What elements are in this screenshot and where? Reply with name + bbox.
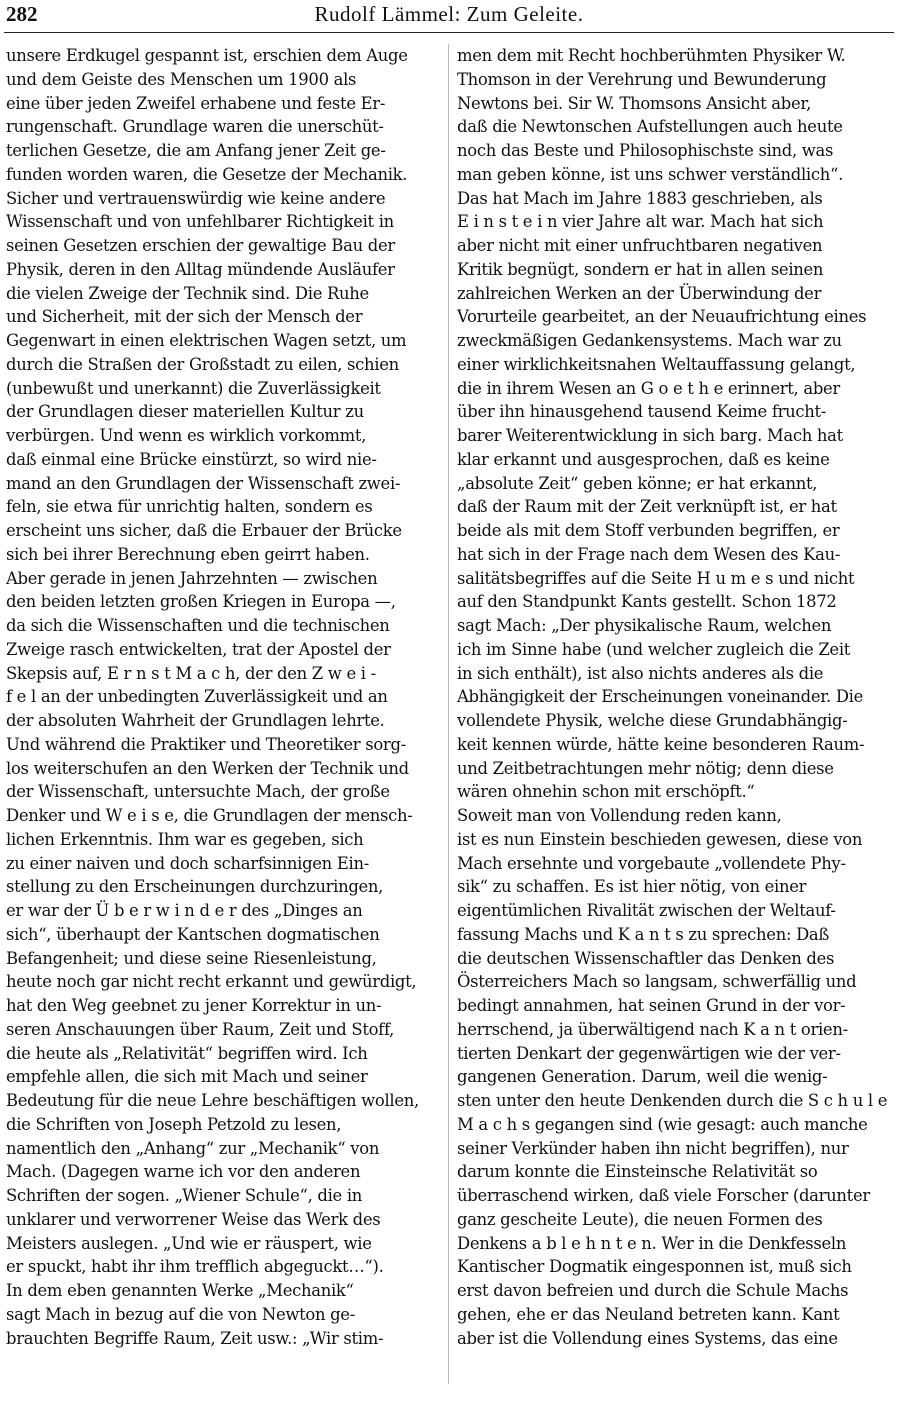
text-line: Physik, deren in den Alltag mündende Ausläufer bbox=[6, 259, 395, 279]
text-line: überraschend wirken, daß viele Forscher (darunter bbox=[457, 1186, 870, 1205]
text-line: sten unter den heute Denkenden durch die S c h u l e bbox=[457, 1091, 888, 1110]
text-line: in sich enthält), ist also nichts anderes als die bbox=[457, 663, 824, 683]
text-line: bedingt annahmen, hat seinen Grund in der vor- bbox=[457, 996, 846, 1015]
text-line: Aber gerade in jenen Jahrzehnten — zwischen bbox=[6, 568, 378, 588]
text-line: feln, sie etwa für unrichtig halten, sondern es bbox=[6, 497, 373, 517]
text-line: keit kennen würde, hätte keine besonderen Raum- bbox=[457, 734, 865, 754]
text-line: „absolute Zeit“ geben könne; er hat erkannt, bbox=[457, 473, 818, 493]
text-line: Kritik begnügt, sondern er hat in allen seinen bbox=[457, 259, 824, 279]
text-line: Zweige rasch entwickelten, trat der Apostel der bbox=[6, 639, 391, 659]
text-line: erst davon befreien und durch die Schule Machs bbox=[457, 1281, 849, 1300]
text-line: da sich die Wissenschaften und die technischen bbox=[6, 616, 390, 635]
text-line: E i n s t e i n vier Jahre alt war. Mach hat sich bbox=[457, 212, 824, 232]
text-line: barer Weiterentwicklung in sich barg. Mach hat bbox=[457, 426, 843, 445]
text-line: die in ihrem Wesen an G o e t h e erinnert, aber bbox=[457, 378, 840, 398]
header-rule bbox=[4, 32, 894, 33]
text-line: und Zeitbetrachtungen mehr nötig; denn diese bbox=[457, 758, 834, 778]
text-line: seinen Gesetzen erschien der gewaltige Bau der bbox=[6, 236, 395, 255]
text-line: Kantischer Dogmatik eingesponnen ist, muß sich bbox=[457, 1257, 852, 1277]
text-line: stellung zu den Erscheinungen durchzuringen, bbox=[6, 877, 384, 897]
text-line: er war der Ü b e r w i n d e r des „Dinges an bbox=[6, 901, 363, 920]
text-line: Mach ersehnte und vorgebaute „vollendete Phy- bbox=[457, 853, 846, 873]
text-line: der Grundlagen dieser materiellen Kultur zu bbox=[6, 402, 364, 422]
text-line: hat den Weg geebnet zu jener Korrektur in un- bbox=[6, 996, 382, 1015]
right-text-column bbox=[457, 44, 893, 1350]
text-line: lichen Erkenntnis. Ihm war es gegeben, sich bbox=[6, 829, 364, 849]
text-line: die deutschen Wissenschaftler das Denken des bbox=[457, 948, 835, 968]
text-line: zu einer naiven und doch scharfsinnigen Ein- bbox=[6, 853, 369, 873]
text-line: (unbewußt und unerkannt) die Zuverlässigkeit bbox=[6, 378, 381, 398]
text-line: rungenschaft. Grundlage waren die unerschüt- bbox=[6, 117, 384, 137]
text-line: Meisters auslegen. „Und wie er räuspert, wie bbox=[6, 1233, 372, 1253]
text-line: seiner Verkünder haben ihn nicht begriffen), nur bbox=[457, 1138, 849, 1158]
text-line: Vorurteile gearbeitet, an der Neuaufrichtung eines bbox=[457, 307, 867, 327]
text-line: sik“ zu schaffen. Es ist hier nötig, von einer bbox=[457, 877, 807, 897]
text-line: der Wissenschaft, untersuchte Mach, der große bbox=[6, 782, 390, 802]
text-line: Und während die Praktiker und Theoretiker sorg- bbox=[6, 734, 406, 754]
text-line: ich im Sinne habe (und welcher zugleich die Zeit bbox=[457, 639, 851, 659]
text-line: funden worden waren, die Gesetze der Mechanik. bbox=[6, 164, 408, 184]
text-line: und dem Geiste des Menschen um 1900 als bbox=[6, 69, 357, 89]
text-line: klar erkannt und ausgesprochen, daß es keine bbox=[457, 449, 830, 469]
text-line: Newtons bei. Sir W. Thomsons Ansicht aber, bbox=[457, 93, 812, 113]
text-line: darum konnte die Einsteinsche Relativität so bbox=[457, 1162, 818, 1182]
text-line: die heute als „Relativität“ begriffen wird. Ich bbox=[6, 1043, 368, 1063]
text-line: Österreichers Mach so langsam, schwerfällig und bbox=[457, 972, 857, 992]
text-line: hat sich in der Frage nach dem Wesen des Kau- bbox=[457, 544, 841, 564]
text-line: salitätsbegriffes auf die Seite H u m e s und nicht bbox=[457, 568, 855, 588]
text-line: Wissenschaft und von unfehlbarer Richtigkeit in bbox=[6, 212, 394, 232]
text-line: Thomson in der Verehrung und Bewunderung bbox=[457, 69, 827, 89]
text-line: der absoluten Wahrheit der Grundlagen lehrte. bbox=[6, 711, 385, 730]
text-line: f e l an der unbedingten Zuverlässigkeit und an bbox=[6, 687, 388, 707]
text-line: Denker und W e i s e, die Grundlagen der mensch- bbox=[6, 806, 413, 825]
text-line: tierten Denkart der gegenwärtigen wie der ver- bbox=[457, 1043, 841, 1063]
text-line: Schriften der sogen. „Wiener Schule“, die in bbox=[6, 1186, 363, 1205]
text-line: unklarer und verworrener Weise das Werk des bbox=[6, 1209, 381, 1229]
text-line: daß die Newtonschen Aufstellungen auch heute bbox=[457, 117, 843, 137]
text-line: mand an den Grundlagen der Wissenschaft zwei- bbox=[6, 473, 401, 493]
text-line: sagt Mach: „Der physikalische Raum, welchen bbox=[457, 616, 832, 635]
text-line: Befangenheit; und diese seine Riesenleistung, bbox=[6, 948, 377, 968]
text-line: herrschend, ja überwältigend nach K a n t orien- bbox=[457, 1019, 848, 1039]
text-line: eine über jeden Zweifel erhabene und feste Er- bbox=[6, 93, 386, 113]
text-line: aber ist die Vollendung eines Systems, das eine bbox=[457, 1328, 838, 1348]
text-line: Gegenwart in einen elektrischen Wagen setzt, um bbox=[6, 331, 407, 350]
text-line: Mach. (Dagegen warne ich vor den anderen bbox=[6, 1162, 361, 1182]
text-line: Sicher und vertrauenswürdig wie keine andere bbox=[6, 188, 386, 208]
text-line: noch das Beste und Philosophischste sind, was bbox=[457, 141, 834, 160]
text-line: seren Anschauungen über Raum, Zeit und Stoff, bbox=[6, 1019, 395, 1039]
text-line: daß einmal eine Brücke einstürzt, so wird nie- bbox=[6, 449, 377, 469]
text-line: die Schriften von Joseph Petzold zu lesen, bbox=[6, 1114, 342, 1134]
text-line: verbürgen. Und wenn es wirklich vorkommt, bbox=[6, 426, 367, 445]
text-line: die vielen Zweige der Technik sind. Die Ruhe bbox=[6, 283, 369, 303]
text-line: eigentümlichen Rivalität zwischen der Weltauf- bbox=[457, 901, 836, 920]
text-line: heute noch gar nicht recht erkannt und gewürdigt, bbox=[6, 972, 417, 992]
text-line: brauchten Begriffe Raum, Zeit usw.: „Wir stim- bbox=[6, 1328, 384, 1348]
text-line: M a c h s gegangen sind (wie gesagt: auch manche bbox=[457, 1114, 868, 1134]
text-line: Soweit man von Vollendung reden kann, bbox=[457, 806, 782, 825]
text-line: Skepsis auf, E r n s t M a c h, der den Z w e i - bbox=[6, 663, 376, 683]
text-line: Denkens a b l e h n t e n. Wer in die Denkfesseln bbox=[457, 1233, 847, 1253]
text-line: zweckmäßigen Gedankensystems. Mach war zu bbox=[457, 331, 842, 350]
text-line: unsere Erdkugel gespannt ist, erschien dem Auge bbox=[6, 46, 408, 65]
text-line: sagt Mach in bezug auf die von Newton ge- bbox=[6, 1304, 355, 1324]
page-number: 282 bbox=[6, 2, 38, 26]
text-line: erscheint uns sicher, daß die Erbauer der Brücke bbox=[6, 521, 402, 540]
text-line: auf den Standpunkt Kants gestellt. Schon 1872 bbox=[457, 592, 837, 612]
text-line: wären ohnehin schon mit erschöpft.“ bbox=[457, 782, 755, 802]
text-line: er spuckt, habt ihr ihm trefflich abgeguckt…“). bbox=[6, 1257, 384, 1277]
text-line: gangenen Generation. Darum, weil die wenig- bbox=[457, 1067, 828, 1087]
text-line: gehen, ehe er das Neuland betreten kann. Kant bbox=[457, 1304, 840, 1324]
text-line: beide als mit dem Stoff verbunden begriffen, er bbox=[457, 521, 840, 540]
text-line: zahlreichen Werken an der Überwindung der bbox=[457, 283, 822, 303]
text-line: über ihn hinausgehend tausend Keime frucht- bbox=[457, 402, 827, 422]
page-header bbox=[6, 0, 892, 30]
text-line: men dem mit Recht hochberühmten Physiker W. bbox=[457, 46, 846, 65]
running-title: Rudolf Lämmel: Zum Geleite. bbox=[314, 2, 584, 26]
text-line: aber nicht mit einer unfruchtbaren negativen bbox=[457, 236, 823, 255]
column-gutter bbox=[448, 44, 449, 1384]
text-line: daß der Raum mit der Zeit verknüpft ist, er hat bbox=[457, 497, 837, 517]
text-line: empfehle allen, die sich mit Mach und seiner bbox=[6, 1067, 368, 1087]
text-line: den beiden letzten großen Kriegen in Europa —, bbox=[6, 592, 396, 612]
text-line: In dem eben genannten Werke „Mechanik“ bbox=[6, 1281, 354, 1300]
text-line: terlichen Gesetze, die am Anfang jener Zeit ge- bbox=[6, 141, 386, 160]
text-line: sich bei ihrer Berechnung eben geirrt haben. bbox=[6, 544, 370, 564]
text-line: Abhängigkeit der Erscheinungen voneinander. Die bbox=[457, 687, 864, 707]
text-line: fassung Machs und K a n t s zu sprechen: Daß bbox=[457, 924, 830, 944]
text-line: und Sicherheit, mit der sich der Mensch der bbox=[6, 307, 363, 327]
text-line: durch die Straßen der Großstadt zu eilen, schien bbox=[6, 354, 399, 374]
text-line: einer wirklichkeitsnahen Weltauffassung gelangt, bbox=[457, 354, 856, 374]
text-line: los weiterschufen an den Werken der Technik und bbox=[6, 758, 409, 778]
text-line: Bedeutung für die neue Lehre beschäftigen wollen, bbox=[6, 1091, 419, 1110]
text-line: namentlich den „Anhang“ zur „Mechanik“ von bbox=[6, 1138, 380, 1158]
text-line: sich“, überhaupt der Kantschen dogmatischen bbox=[6, 924, 380, 944]
text-line: Das hat Mach im Jahre 1883 geschrieben, als bbox=[457, 188, 823, 208]
left-text-column bbox=[6, 44, 442, 1350]
text-line: man geben könne, ist uns schwer verständlich“. bbox=[457, 164, 843, 184]
text-line: ganz gescheite Leute), die neuen Formen des bbox=[457, 1209, 823, 1229]
text-line: vollendete Physik, welche diese Grundabhängig- bbox=[457, 711, 848, 730]
text-line: ist es nun Einstein beschieden gewesen, diese von bbox=[457, 829, 863, 849]
